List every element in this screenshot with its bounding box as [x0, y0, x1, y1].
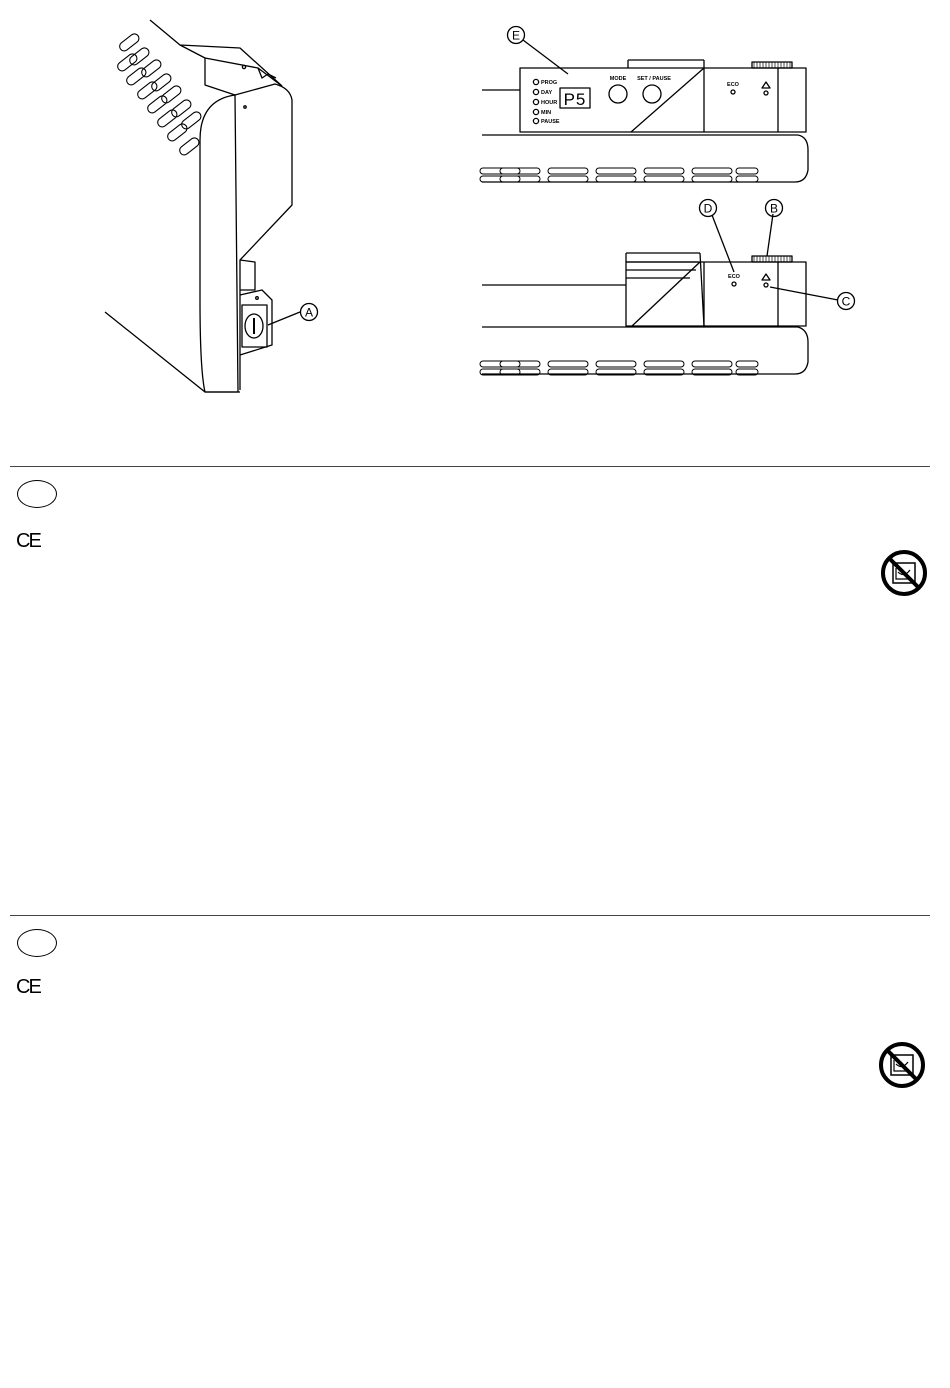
language-badge-1 — [17, 480, 57, 508]
section-divider-1 — [10, 466, 930, 467]
callout-d: D — [703, 201, 713, 216]
eco-label-top: ECO — [727, 82, 739, 88]
no-cover-icon — [877, 1040, 927, 1090]
heater-side-view — [105, 20, 300, 392]
heater-figure — [0, 0, 950, 420]
callout-a: A — [304, 305, 314, 320]
mode-label: MODE — [609, 76, 627, 82]
language-badge-2 — [17, 929, 57, 957]
section-divider-2 — [10, 915, 930, 916]
ce-mark-2: CE — [16, 976, 40, 998]
callout-c: C — [841, 294, 851, 309]
led-label-min: MIN — [541, 110, 552, 116]
led-label-day: DAY — [541, 90, 553, 96]
callout-b: B — [769, 201, 779, 216]
control-panel-basic — [480, 214, 838, 375]
led-label-prog: PROG — [541, 80, 558, 86]
led-label-pause: PAUSE — [541, 119, 560, 125]
display-readout: P5 — [563, 90, 587, 109]
set-pause-label: SET / PAUSE — [637, 76, 671, 82]
ce-mark-1: CE — [16, 530, 40, 552]
no-cover-icon — [879, 548, 929, 598]
led-label-hour: HOUR — [541, 100, 558, 106]
control-panel-programmer — [480, 40, 808, 182]
callout-e: E — [511, 28, 521, 43]
eco-label-bottom: ECO — [728, 274, 740, 280]
